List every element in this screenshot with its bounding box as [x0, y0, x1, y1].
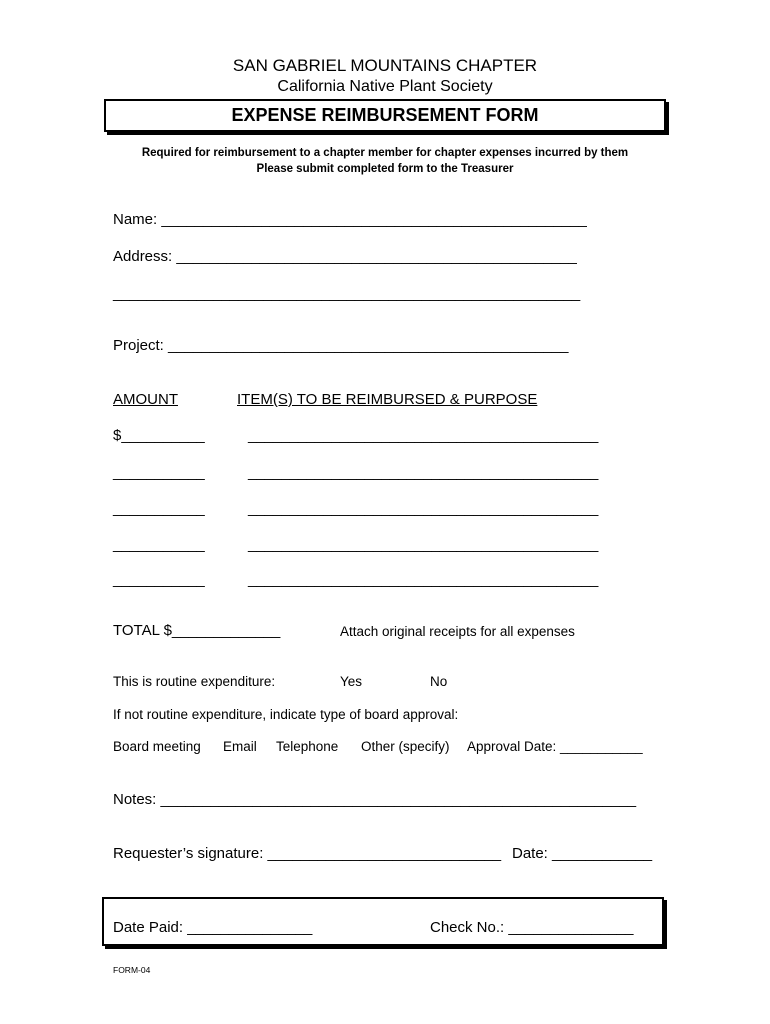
signature-field[interactable]: Requester’s signature: ____________________________: [113, 845, 502, 862]
total-field[interactable]: TOTAL $_____________: [113, 622, 281, 639]
amount-field-1[interactable]: $__________: [113, 427, 205, 444]
project-field[interactable]: Project: ________________________________________________: [113, 337, 569, 354]
name-field[interactable]: Name: ___________________________________________________: [113, 211, 587, 228]
items-header: ITEM(S) TO BE REIMBURSED & PURPOSE: [237, 391, 538, 408]
signature-date-field[interactable]: Date: ____________: [512, 845, 653, 862]
date-paid-field[interactable]: Date Paid: _______________: [113, 919, 313, 936]
check-number-field[interactable]: Check No.: _______________: [430, 919, 634, 936]
approval-date-field[interactable]: Approval Date: ___________: [467, 739, 643, 754]
address-line-2-field[interactable]: ________________________________________________________: [113, 285, 581, 302]
submit-note: Please submit completed form to the Treasurer: [256, 163, 514, 175]
other-option[interactable]: Other (specify): [361, 739, 450, 754]
routine-yes-option[interactable]: Yes: [340, 674, 363, 689]
item-field-4[interactable]: __________________________________________: [248, 536, 599, 553]
item-field-3[interactable]: __________________________________________: [248, 500, 599, 517]
routine-label: This is routine expenditure:: [113, 674, 276, 689]
receipts-note: Attach original receipts for all expenses: [340, 624, 575, 639]
item-field-5[interactable]: __________________________________________: [248, 571, 599, 588]
amount-field-4[interactable]: ___________: [113, 536, 205, 553]
required-note: Required for reimbursement to a chapter member for chapter expenses incurred by them: [141, 147, 629, 159]
chapter-name: SAN GABRIEL MOUNTAINS CHAPTER: [232, 56, 538, 75]
email-option[interactable]: Email: [223, 739, 257, 754]
item-field-1[interactable]: __________________________________________: [248, 427, 599, 444]
address-field[interactable]: Address: ________________________________________________: [113, 248, 577, 265]
item-field-2[interactable]: __________________________________________: [248, 464, 599, 481]
amount-header: AMOUNT: [113, 391, 178, 408]
form-title: EXPENSE REIMBURSEMENT FORM: [104, 99, 666, 132]
notes-field[interactable]: Notes: _________________________________________________________: [113, 791, 637, 808]
form-number: FORM-04: [113, 965, 151, 975]
approval-instruction: If not routine expenditure, indicate type of board approval:: [113, 707, 459, 722]
routine-no-option[interactable]: No: [430, 674, 448, 689]
telephone-option[interactable]: Telephone: [276, 739, 339, 754]
board-meeting-option[interactable]: Board meeting: [113, 739, 201, 754]
amount-field-5[interactable]: ___________: [113, 571, 205, 588]
amount-field-2[interactable]: ___________: [113, 464, 205, 481]
amount-field-3[interactable]: ___________: [113, 500, 205, 517]
society-name: California Native Plant Society: [277, 78, 493, 95]
